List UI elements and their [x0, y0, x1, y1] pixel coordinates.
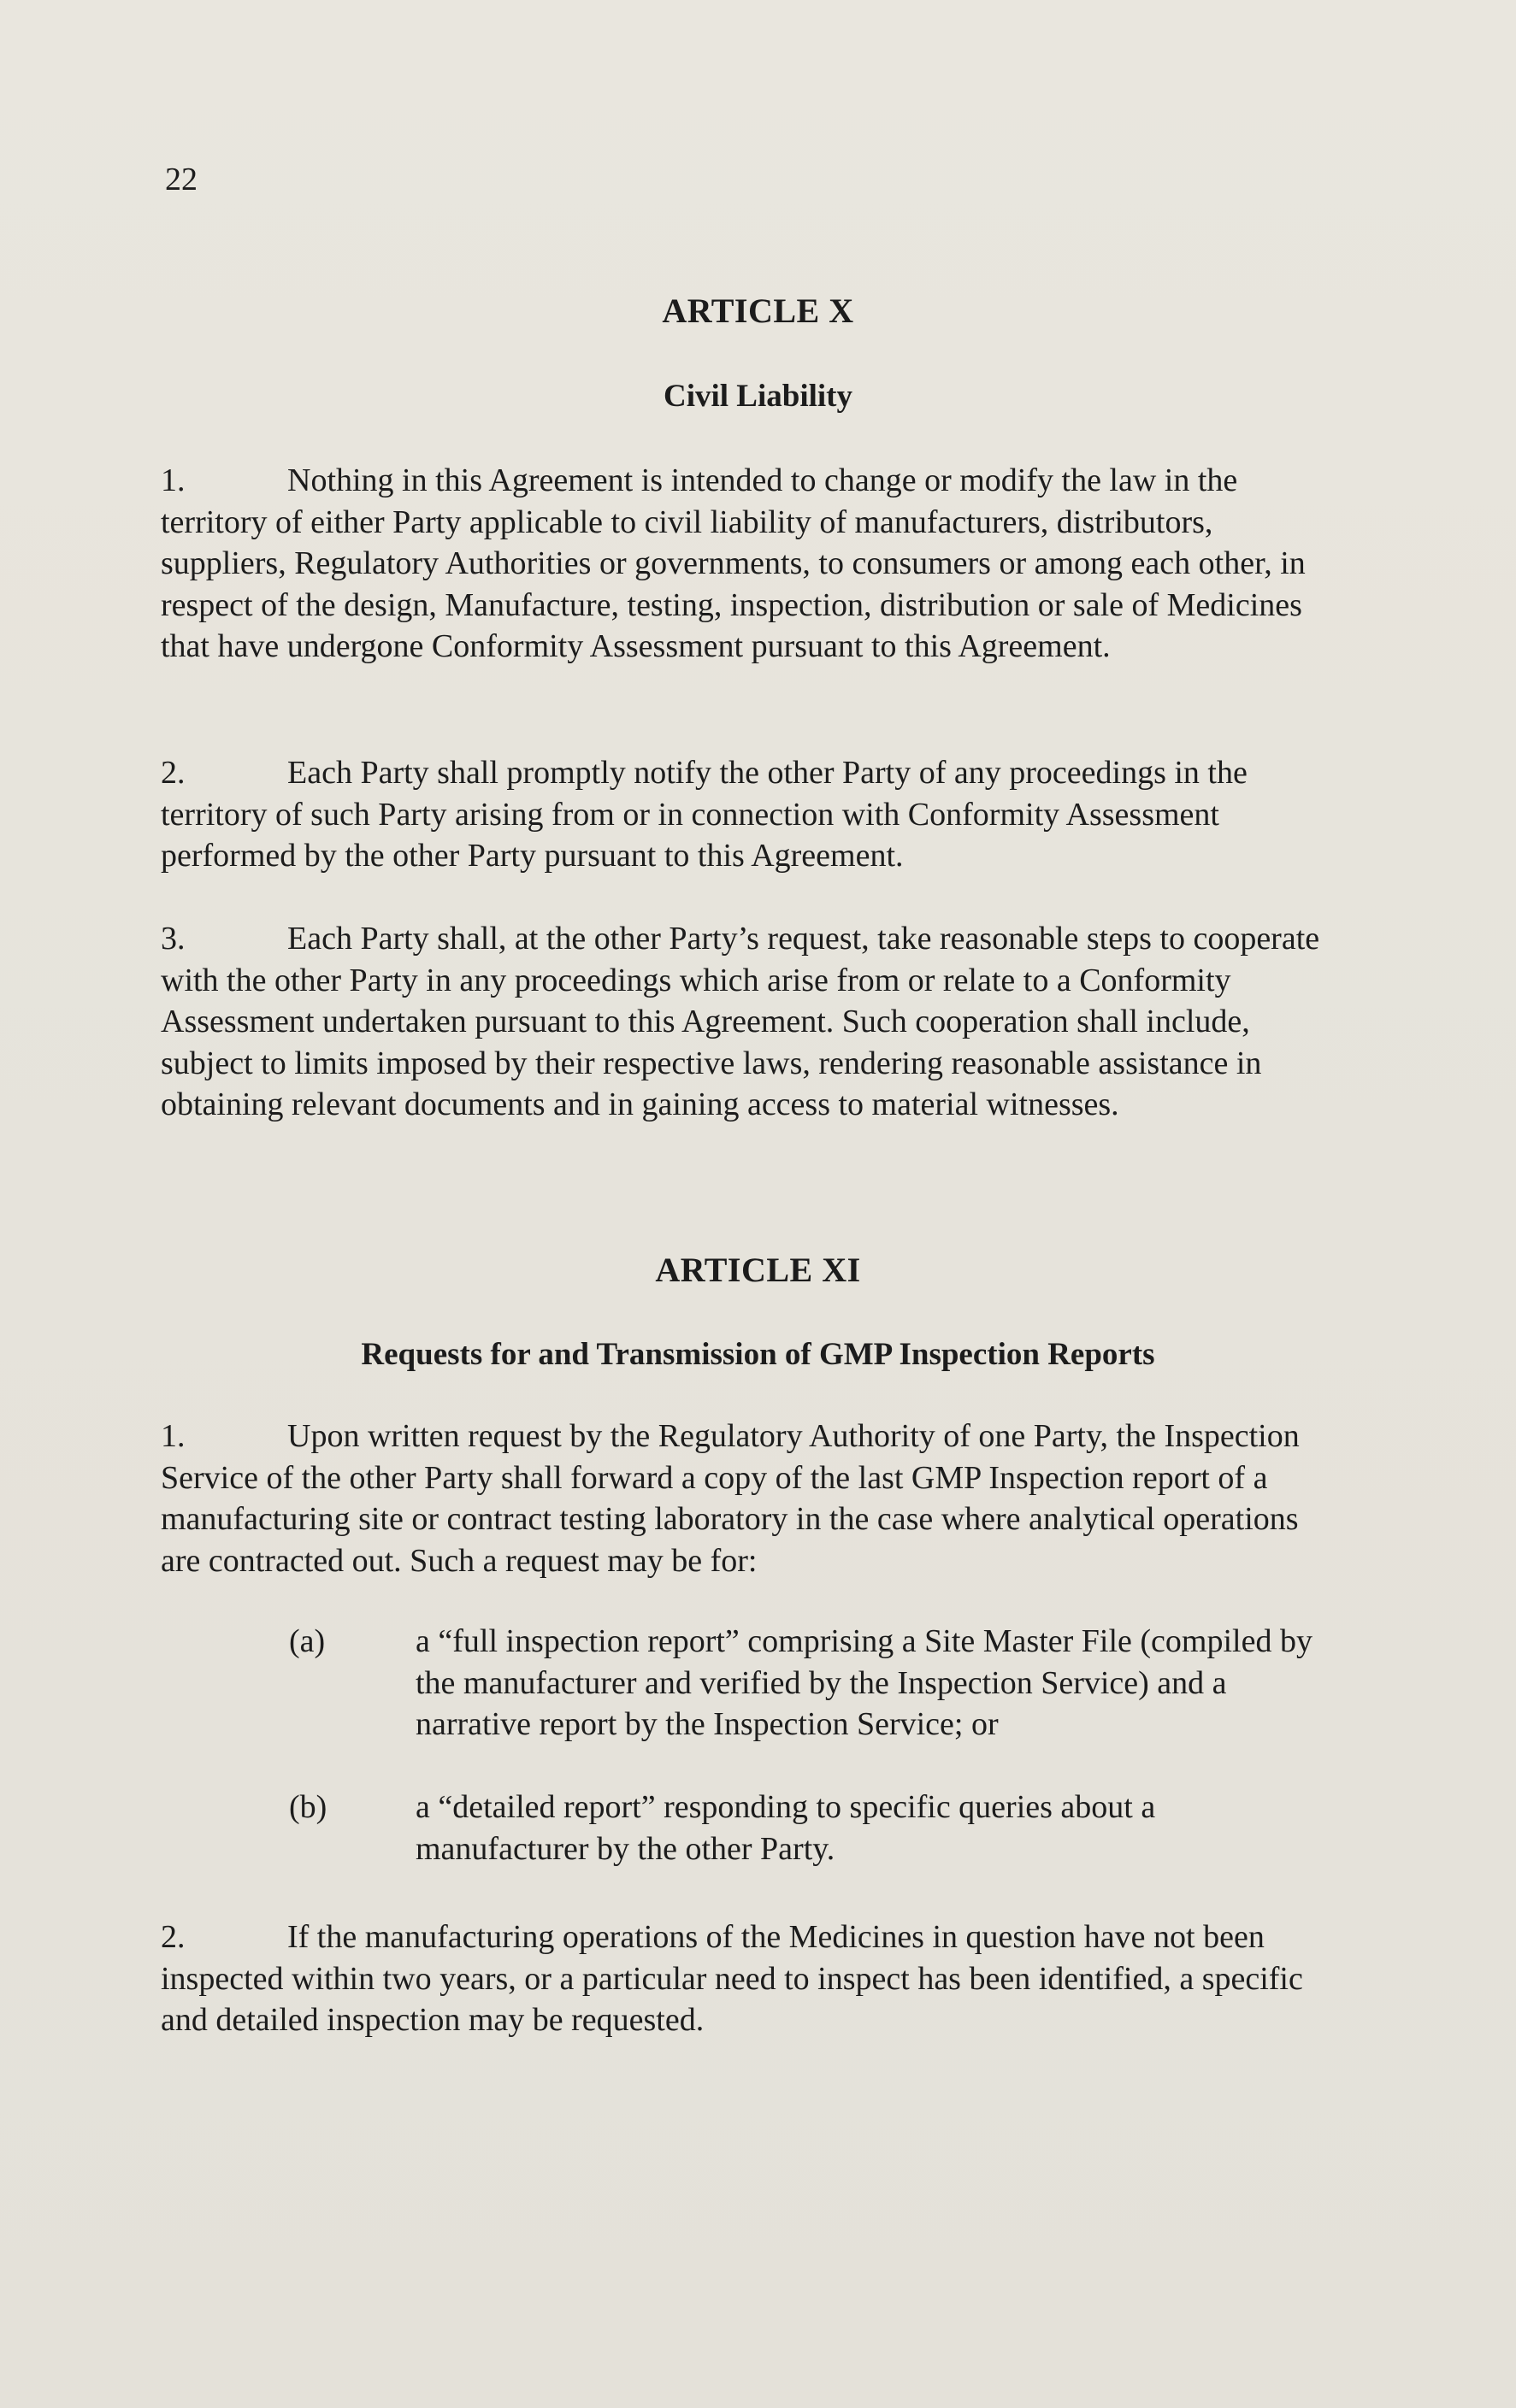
sub-item-label: (a) [289, 1623, 326, 1659]
article-x-heading: ARTICLE X [662, 291, 854, 330]
paragraph-text: Upon written request by the Regulatory Authority of one Party, the Inspection Service of the other Party shall forward a copy of the last GMP Inspection report of a manufacturing site or contract testing laboratory in the case where analytical operations are contracted out. Such a request may be for: [161, 1418, 1300, 1579]
sub-item-b [289, 1787, 1315, 1869]
paragraph-text: Nothing in this Agreement is intended to change or modify the law in the territory of either Party applicable to civil liability of manufacturers, distributors, suppliers, Regulatory Authorities or governments, to consumers or among each other, in respect of the design, Manufacture, testing, inspection, distribution or sale of Medicines that have undergone Conformity Assessment pursuant to this Agreement. [161, 462, 1306, 664]
paragraph-number: 2. [161, 1919, 186, 1955]
article-x-paragraph-3 [161, 918, 1341, 1126]
article-xi-paragraph-1 [161, 1416, 1341, 1581]
article-x-title: Civil Liability [663, 379, 852, 414]
paragraph-text: Each Party shall, at the other Party’s request, take reasonable steps to cooperate with the other Party in any proceedings which arise from or relate to a Conformity Assessment undertaken pursuant to this Agreement. Such cooperation shall include, subject to limits imposed by their respective laws, rendering reasonable assistance in obtaining relevant documents and in gaining access to material witnesses. [161, 921, 1320, 1122]
sub-item-text: a “detailed report” responding to specific queries about a manufacturer by the other Party. [416, 1789, 1156, 1867]
paragraph-text: If the manufacturing operations of the Medicines in question have not been inspected within two years, or a particular need to inspect has been identified, a specific and detailed inspection may be requested. [161, 1919, 1303, 2038]
article-x-paragraph-2 [161, 752, 1341, 877]
paragraph-number: 1. [161, 462, 186, 498]
article-xi-paragraph-2 [161, 1916, 1341, 2041]
paragraph-number: 2. [161, 755, 186, 791]
article-xi-title: Requests for and Transmission of GMP Inspection Reports [361, 1337, 1155, 1372]
sub-item-text: a “full inspection report” comprising a Site Master File (compiled by the manufacturer and verified by the Inspection Service) and a narrative report by the Inspection Service; or [416, 1623, 1312, 1742]
page-number: 22 [165, 162, 198, 197]
sub-item-label: (b) [289, 1789, 327, 1825]
article-xi-heading: ARTICLE XI [655, 1251, 861, 1289]
paragraph-text: Each Party shall promptly notify the other Party of any proceedings in the territory of such Party arising from or in connection with Conformity Assessment performed by the other Party pursuant to this Agreement. [161, 755, 1248, 874]
article-x-paragraph-1 [161, 460, 1341, 668]
paragraph-number: 1. [161, 1418, 186, 1454]
paragraph-number: 3. [161, 921, 186, 957]
sub-item-a [289, 1621, 1315, 1746]
